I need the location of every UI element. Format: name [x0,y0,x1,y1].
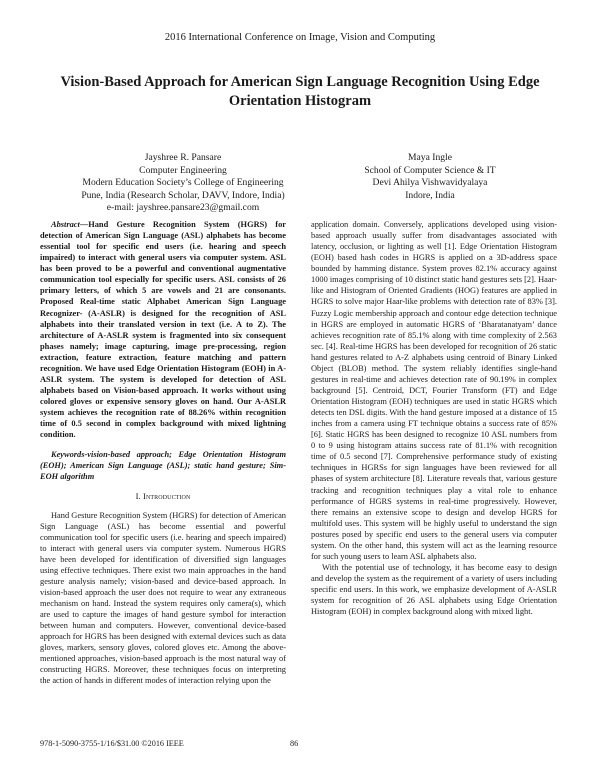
paper-title: Vision-Based Approach for American Sign Language Recognition Using Edge Orientation Histogram [60,74,540,109]
author-address: Indore, India [405,189,455,201]
page-number: 86 [290,739,299,748]
author-block-2 [330,152,530,202]
section-heading: I. Introduction [135,491,191,502]
abstract-label: Abstract [51,220,80,229]
author-block-1 [70,152,296,215]
author-dept: School of Computer Science & IT [364,164,496,176]
conference-header: 2016 International Conference on Image, Vision and Computing [164,32,436,43]
keywords: Keywords-vision-based approach; Edge Orientation Histogram (EOH); American Sign Language (ASL); static hand gesture; Sim-EOH algorithm [40,450,286,482]
body-paragraph: Hand Gesture Recognition System (HGRS) for detection of American Sign Language (ASL) has become essential and powerful communication tool for specific users (i.e. hearing and speech impaired) to interact with general users via computer system. Numerous HGRS have been developed for identification of diversified sign languages using effective techniques. There exist two main approaches in the hand gesture analysis namely; vision-based and device-based approach. In vision-based approach the user does not require to wear any extraneous mechanism on hand. Instead the system requires only camera(s), which are used to capture the images of hand gesture symbol for interaction between human and computers. However, conventional device-based approach for HGRS has been designed with external devices such as data gloves, markers, sensory gloves, colored gloves etc. Among the above-mentioned approaches, vision-based approach is the most natural way of constructing HGRS. Moreover, these techniques focus on interpreting the action of hands in different modes of interaction relying upon the [40,510,286,686]
body-paragraph: With the potential use of technology, it has become easy to design and develop the system as the requirement of a variety of users including specific end users. In this work, we emphasize development of A-ASLR system for recognition of 26 ASL alphabets using Edge Orientation Histogram (EOH) in complex background along with mixed light. [311,562,557,617]
author-org: Modern Education Society’s College of Engineering [82,177,284,189]
author-name: Jayshree R. Pansare [144,152,222,163]
abstract-text: —Hand Gesture Recognition System (HGRS) for detection of American Sign Language (ASL) alphabets has become essential tool for specific end users (i.e. hearing and speech impaired) to interact with general users via computer system. ASL has been proved to be a powerful and conventional augmentative communication tool especially for specific users. ASL consists of 26 primary letters, of which 5 are vowels and 21 are consonants. Proposed Real-time static Alphabet American Sign Language Recognizer- (A-ASLR) is designed for the recognition of ASL alphabets into their translated version in text (i.e. A to Z). The architecture of A-ASLR system is fragmented into six consequent phases namely; image capturing, image pre-processing, region extraction, feature extraction, feature matching and pattern recognition. We have used Edge Orientation Histogram (EOH) in A-ASLR system. The system is developed for detection of ASL alphabets based on Vision-based approach. It works without using colored gloves or expensive sensory gloves on hand. Our A-ASLR system achieves the recognition rate of 88.26% within recognition time of 0.5 second in complex background with mixed lightning condition. [40,220,286,440]
author-name: Maya Ingle [408,152,452,163]
abstract [40,219,286,440]
left-column [40,219,286,687]
right-column [311,219,557,617]
author-dept: Computer Engineering [139,164,227,176]
footer-copyright: 978-1-5090-3755-1/16/$31.00 ©2016 IEEE [40,739,184,748]
body-paragraph: application domain. Conversely, applications developed using vision-based approach usually suffer from disadvantages associated with latency, occlusion, or lighting as well [1]. Edge Orientation Histogram (EOH) based hash codes in HGRS is applied on a 3D-address space bounded by hamming distance. System proves 82.1% accuracy against 1000 images comprising of 10 distinct static hand gestures sets [2]. Haar-like and Histogram of Oriented Gradients (HOG) features are applied in HGRS to solve major Haar-like problems with detection rate of 83% [3]. Fuzzy Logic membership approach and contour edge detection technique in HGRS are employed in automatic HGRS of ‘Bharatanatyam’ dance achieves recognition rate of 85.1% along with time complexity of 2.563 sec. [4]. Real-time HGRS has been developed for recognition of 26 static hand gestures related to A-Z alphabets using centroid of Binary Linked Object (BLOB) method. The system reliably identifies single-hand gestures in real-time and achieves detection rate of 90.19% in complex background [5]. Centroid, DCT, Fourier Transform (FT) and Edge Orientation Histogram (EOH) techniques are used in static HGRS which detects ten DSL digits. With the hand gesture imposed at a distance of 15 inches from a camera using FT technique obtains a success rate of 85% [6]. Static HGRS has been designed to recognize 10 ASL numbers from 0 to 9 using histogram attains success rate of 81.1% with recognition time of 0.5 second [7]. Comprehensive performance study of existing techniques in HGRSs for sign languages have been reviewed for all phases of system architecture [8]. Literature reveals that, various gesture tracking and recognition techniques play a vital role to enhance performance of HGRS systems in real-time progressively. However, there remains an extensive scope to design and develop HGRS for multifold uses. This system will be highly useful to understand the sign postures posed by specific end users to the general users via computer system. On the other hand, this system will act as the learning resource for such young users to learn ASL alphabets also. [311,220,557,561]
author-email: e-mail: jayshree.pansare23@gmail.com [106,202,260,214]
author-address: Pune, India (Research Scholar, DAVV, Indore, India) [81,189,285,201]
author-org: Devi Ahilya Vishwavidyalaya [372,177,488,189]
